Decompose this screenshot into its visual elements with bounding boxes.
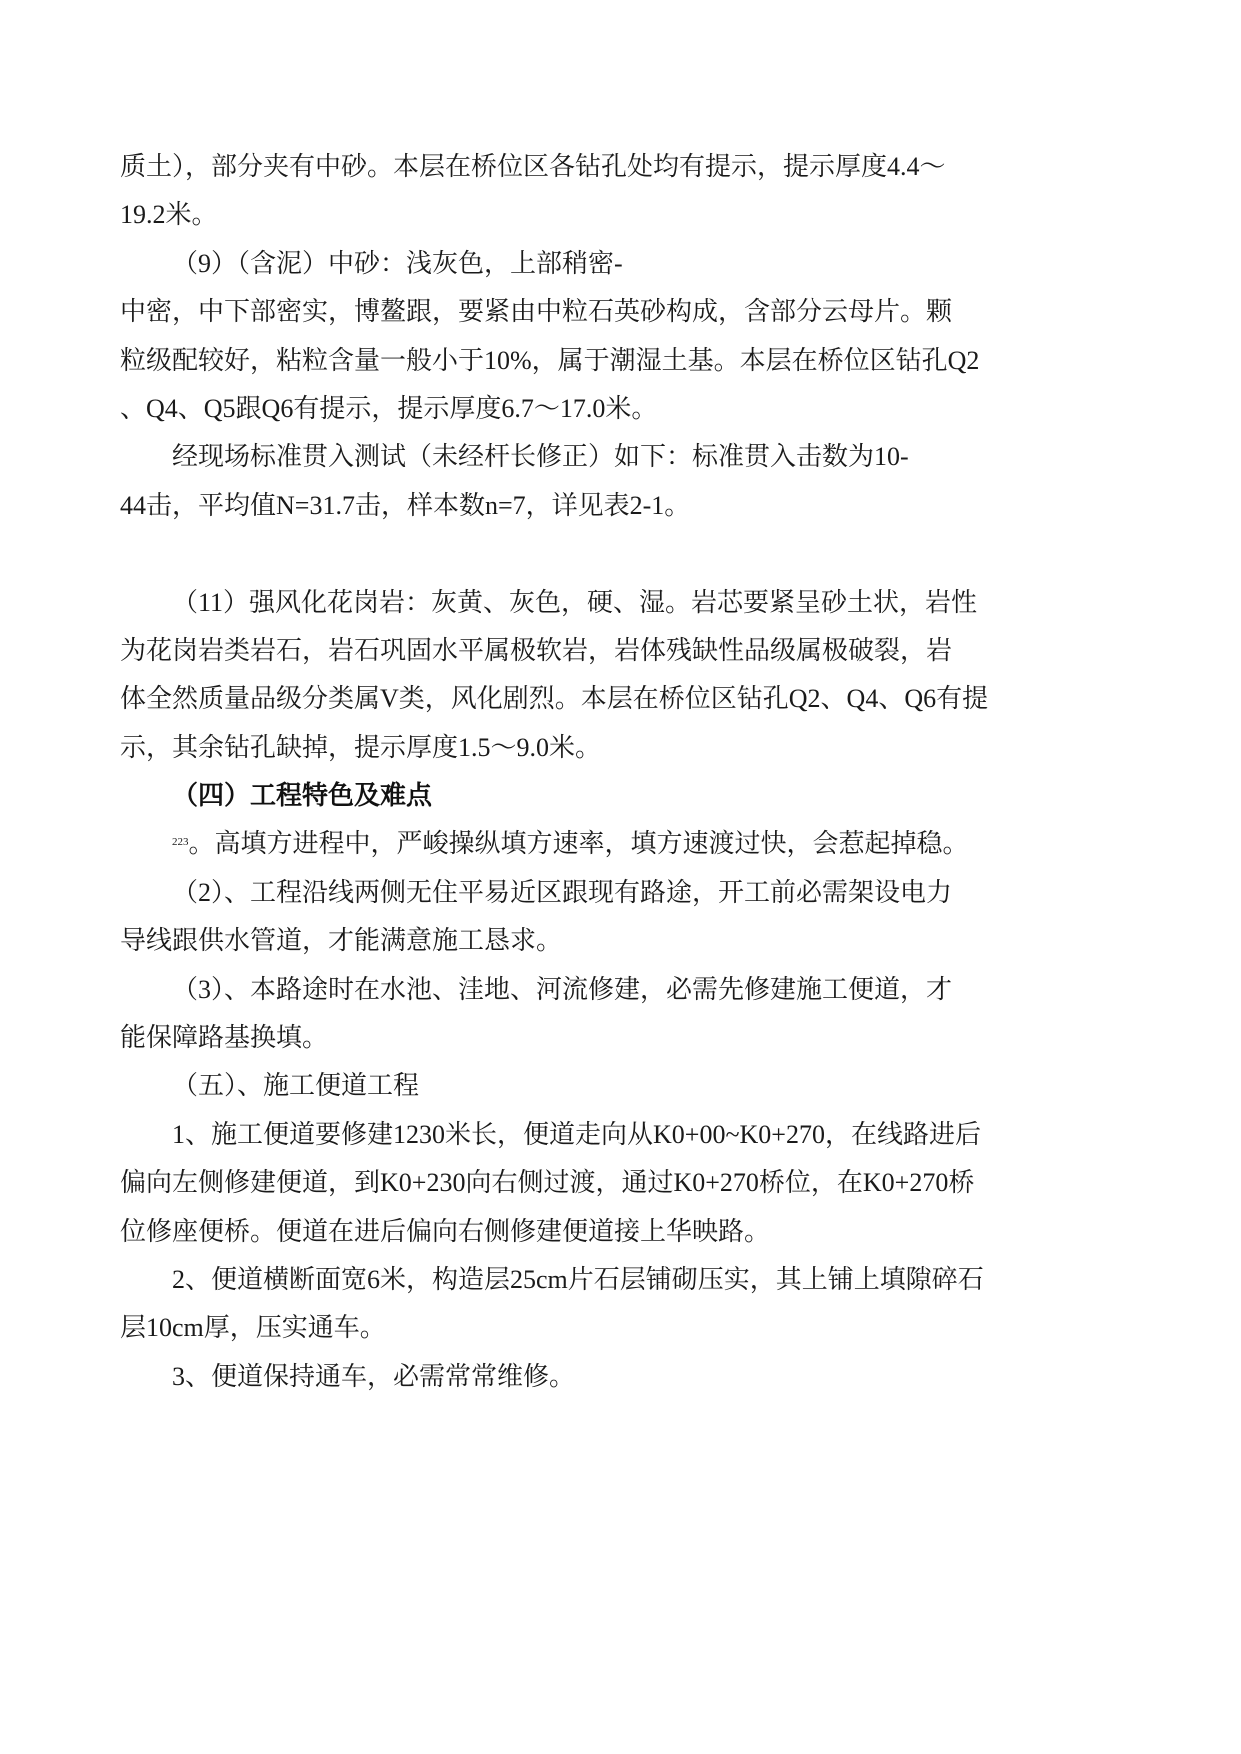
paragraph bbox=[120, 820, 1120, 868]
text-line: 中密，中下部密实，博鳌跟，要紧由中粒石英砂构成，含部分云母片。颗 bbox=[120, 297, 953, 327]
text-line: 19.2米。 bbox=[120, 200, 218, 230]
paragraph bbox=[120, 869, 1120, 966]
document-body bbox=[120, 143, 1120, 1401]
text-line: 体全然质量品级分类属V类，风化剧烈。本层在桥位区钻孔Q2、Q4、Q6有提 bbox=[120, 684, 989, 714]
paragraph bbox=[120, 966, 1120, 1063]
blank-line bbox=[120, 530, 1120, 578]
paragraph bbox=[120, 143, 1120, 240]
text-line: （3）、本路途时在水池、洼地、河流修建，必需先修建施工便道，才 bbox=[172, 974, 953, 1004]
footnote-marker: 223 bbox=[172, 836, 189, 849]
text-line: 能保障路基换填。 bbox=[120, 1023, 329, 1053]
text-line: 1、施工便道要修建1230米长，便道走向从K0+00~K0+270，在线路进后 bbox=[172, 1119, 981, 1149]
paragraph bbox=[120, 1256, 1120, 1353]
text-line: 示，其余钻孔缺掉，提示厚度1.5～9.0米。 bbox=[120, 732, 602, 762]
paragraph bbox=[120, 240, 1120, 434]
text-line: 44击，平均值N=31.7击，样本数n=7，详见表2-1。 bbox=[120, 490, 691, 520]
text-line: 经现场标准贯入测试（未经杆长修正）如下：标准贯入击数为10- bbox=[172, 442, 909, 472]
paragraph bbox=[120, 1111, 1120, 1256]
paragraph bbox=[120, 579, 1120, 773]
text-line: 质土），部分夹有中砂。本层在桥位区各钻孔处均有提示，提示厚度4.4～ bbox=[120, 152, 946, 181]
text-line: 。高填方进程中，严峻操纵填方速率，填方速渡过快，会惹起掉稳。 bbox=[188, 829, 969, 859]
text-line: 位修座便桥。便道在进后偏向右侧修建便道接上华映路。 bbox=[120, 1216, 771, 1246]
text-line: （9）（含泥）中砂：浅灰色，上部稍密- bbox=[172, 248, 623, 278]
text-line: 、Q4、Q5跟Q6有提示，提示厚度6.7～17.0米。 bbox=[120, 393, 658, 423]
section-heading: （四）工程特色及难点 bbox=[172, 781, 433, 811]
text-line: 导线跟供水管道，才能满意施工恳求。 bbox=[120, 926, 563, 956]
text-line: 粒级配较好，粘粒含量一般小于10%，属于潮湿土基。本层在桥位区钻孔Q2 bbox=[120, 345, 980, 375]
paragraph bbox=[120, 433, 1120, 530]
paragraph bbox=[120, 1062, 1120, 1110]
text-line: 2、便道横断面宽6米，构造层25cm片石层铺砌压实，其上铺上填隙碎石 bbox=[172, 1264, 984, 1294]
subsection-title: （五）、施工便道工程 bbox=[172, 1071, 420, 1101]
text-line: 3、便道保持通车，必需常常维修。 bbox=[172, 1361, 576, 1391]
text-line: 偏向左侧修建便道，到K0+230向右侧过渡，通过K0+270桥位，在K0+270桥 bbox=[120, 1168, 975, 1198]
text-line: 层10cm厚，压实通车。 bbox=[120, 1313, 386, 1343]
text-line: （11）强风化花岗岩：灰黄、灰色，硬、湿。岩芯要紧呈砂土状，岩性 bbox=[172, 587, 978, 617]
text-line: 为花岗岩类岩石，岩石巩固水平属极软岩，岩体残缺性品级属极破裂，岩 bbox=[120, 635, 953, 665]
text-line: （2）、工程沿线两侧无住平易近区跟现有路途，开工前必需架设电力 bbox=[172, 877, 953, 907]
section-heading-block bbox=[120, 772, 1120, 820]
text-line-with-marker bbox=[120, 820, 1120, 868]
paragraph bbox=[120, 1353, 1120, 1401]
